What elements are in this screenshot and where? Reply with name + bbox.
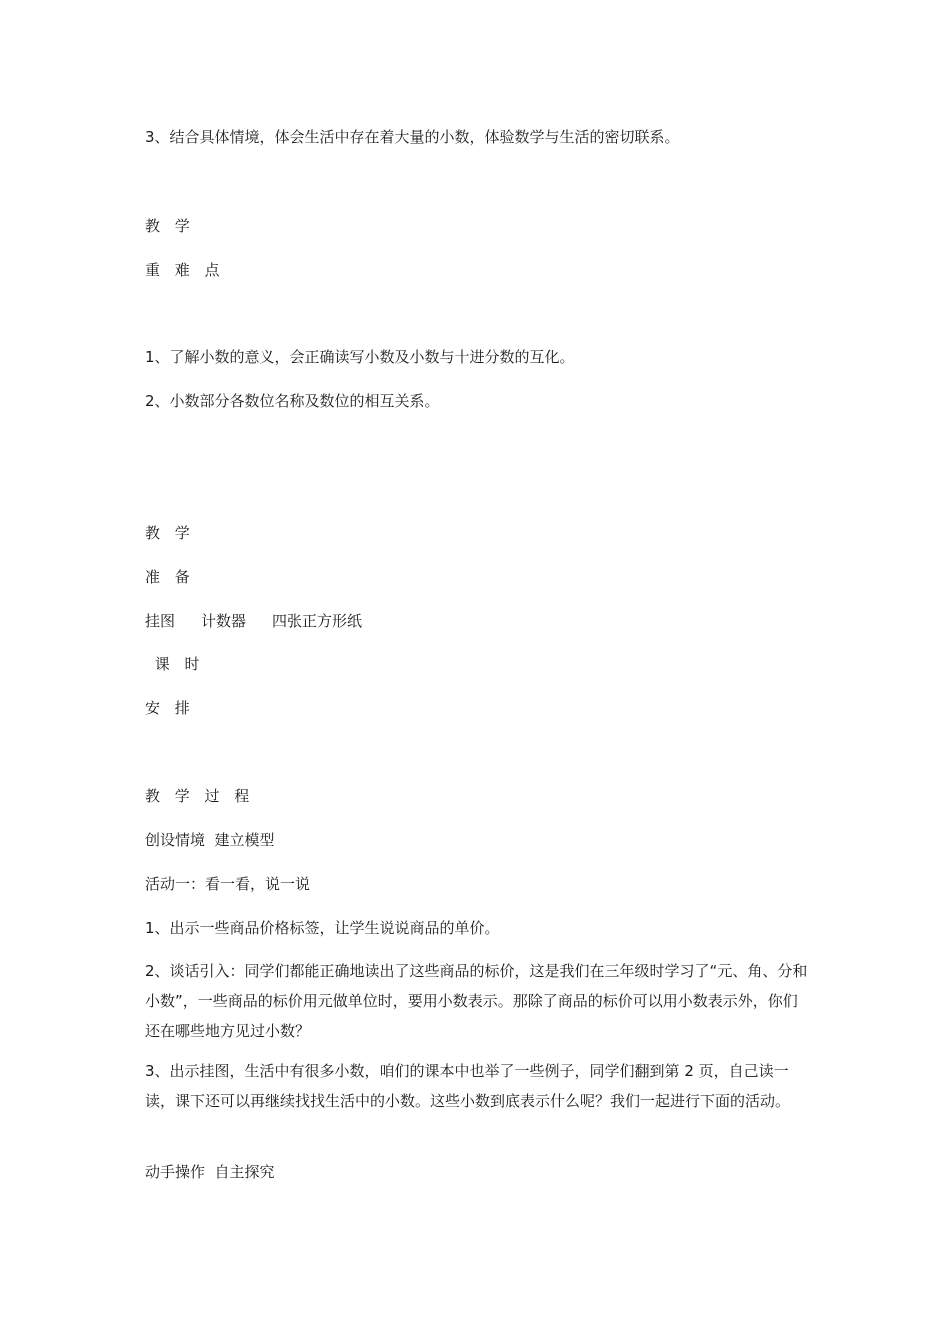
section-heading-2: 动手操作 自主探究 [145, 1163, 275, 1181]
supply-item: 计数器 [201, 612, 247, 630]
focus-heading-line-2: 重 难 点 [145, 261, 225, 279]
focus-heading-line-1: 教 学 [145, 217, 195, 235]
goal-item-3: 3、结合具体情境，体会生活中存在着大量的小数，体验数学与生活的密切联系。 [145, 128, 680, 146]
schedule-heading-line-2: 安 排 [145, 699, 195, 717]
preparation-heading-line-1: 教 学 [145, 524, 195, 542]
supply-item: 四张正方形纸 [272, 612, 363, 630]
focus-item-1: 1、了解小数的意义，会正确读写小数及小数与十进分数的互化。 [145, 348, 575, 366]
supplies-list [145, 611, 362, 631]
process-step-1: 1、出示一些商品价格标签，让学生说说商品的单价。 [145, 919, 500, 937]
process-step-2: 2、谈话引入：同学们都能正确地读出了这些商品的标价，这是我们在三年级时学习了“元、角、分和小数”，一些商品的标价用元做单位时，要用小数表示。那除了商品的标价可以用小数表示外，你们还在哪些地方见过小数？ [145, 962, 808, 1040]
schedule-heading-line-1: 课 时 [145, 655, 205, 673]
preparation-heading-line-2: 准 备 [145, 568, 195, 586]
process-step-3: 3、出示挂图，生活中有很多小数，咱们的课本中也举了一些例子，同学们翻到第 2 页，自己读一读，课下还可以再继续找找生活中的小数。这些小数到底表示什么呢？我们一起进行下面的活动。 [145, 1062, 791, 1110]
process-heading: 教 学 过 程 [145, 787, 255, 805]
focus-item-2: 2、小数部分各数位名称及数位的相互关系。 [145, 392, 440, 410]
section-heading-1: 创设情境 建立模型 [145, 831, 275, 849]
activity-heading-1: 活动一：看一看，说一说 [145, 875, 311, 893]
supply-item: 挂图 [145, 612, 176, 630]
